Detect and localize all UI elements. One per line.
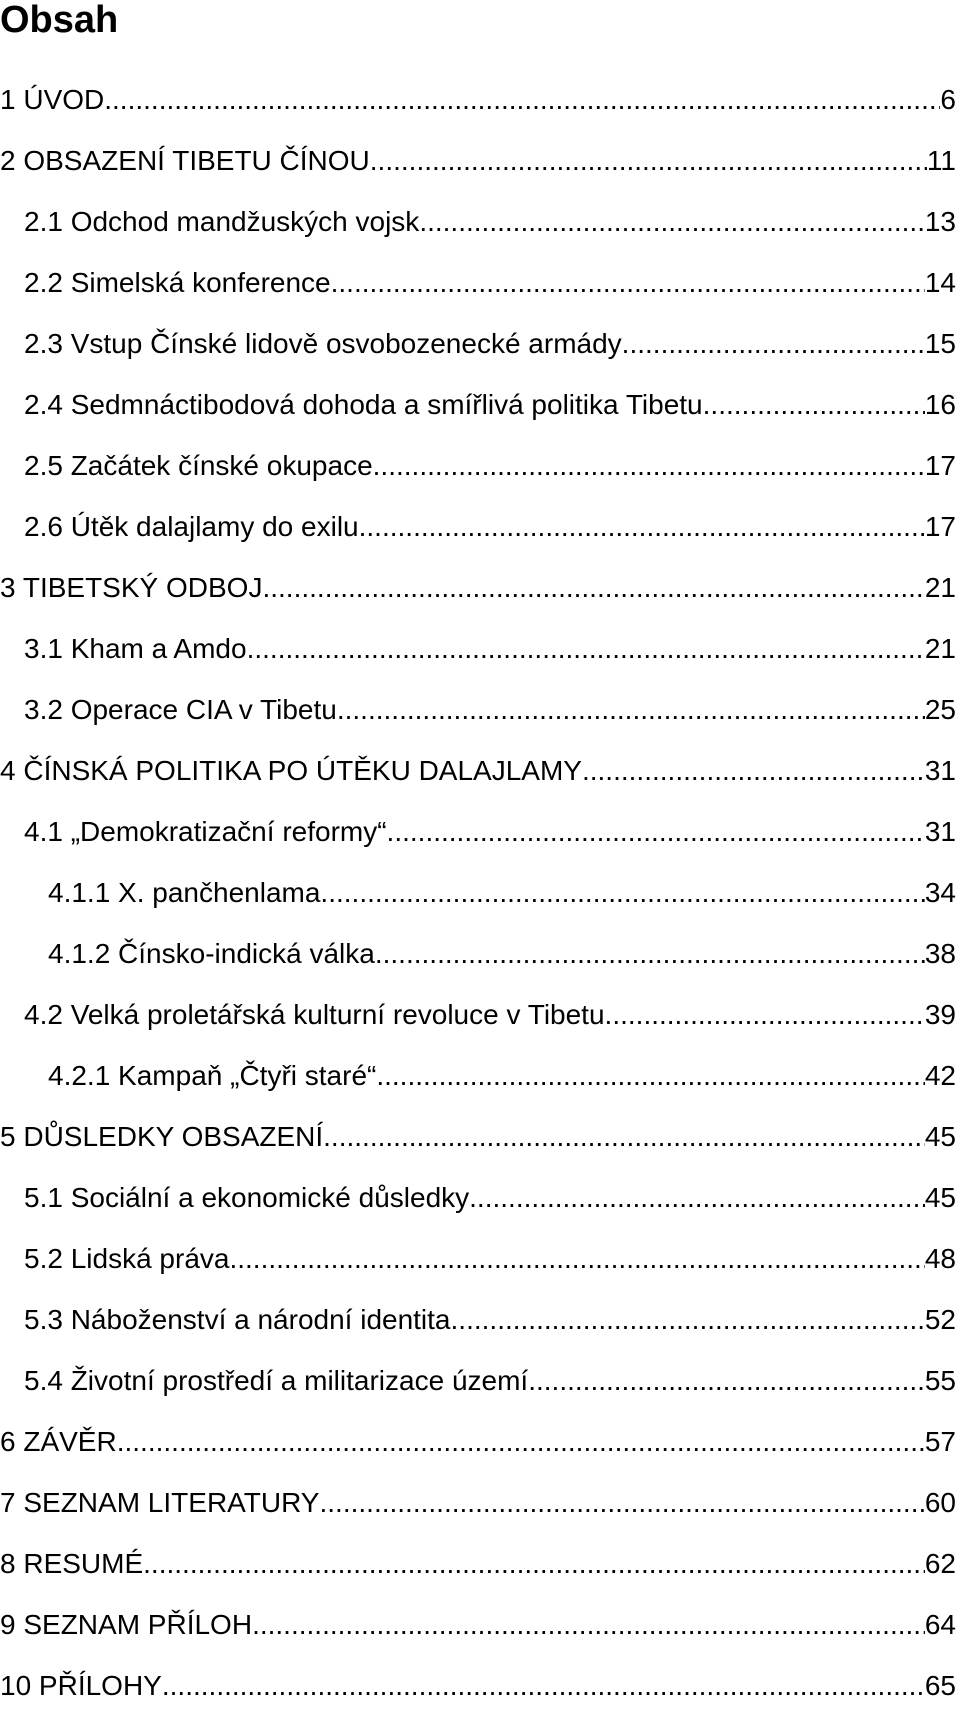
- toc-entry-title: 4.2.1 Kampaň „Čtyři staré“: [48, 1059, 377, 1091]
- toc-entry-title: 3 TIBETSKÝ ODBOJ: [0, 571, 263, 603]
- toc-entry-page-number: 38: [924, 937, 956, 969]
- dot-leader: [117, 1426, 925, 1458]
- toc-entry-title: 9 SEZNAM PŘÍLOH: [0, 1608, 253, 1640]
- toc-heading: Obsah: [0, 0, 119, 41]
- dot-leader: [605, 999, 925, 1031]
- toc-entry[interactable]: [0, 1228, 960, 1289]
- toc-entry-page-number: 25: [924, 693, 956, 725]
- toc-entry-title: 6 ZÁVĚR: [0, 1425, 117, 1457]
- toc-entry-title: 4.1 „Demokratizační reformy“: [24, 815, 387, 847]
- dot-leader: [319, 1487, 924, 1519]
- toc-entry[interactable]: [0, 1289, 960, 1350]
- toc-entry-title: 2.5 Začátek čínské okupace: [24, 449, 373, 481]
- toc-entry[interactable]: [0, 130, 960, 191]
- toc-entry[interactable]: [0, 1411, 960, 1472]
- toc-entry-title: 2.3 Vstup Čínské lidově osvobozenecké armády: [24, 327, 622, 359]
- toc-entry-title: 5.4 Životní prostředí a militarizace území: [24, 1364, 529, 1396]
- dot-leader: [622, 328, 925, 360]
- toc-entry[interactable]: [0, 435, 960, 496]
- toc-entry[interactable]: [0, 740, 960, 801]
- toc-entry-title: 5 DŮSLEDKY OBSAZENÍ: [0, 1120, 324, 1152]
- dot-leader: [247, 633, 925, 665]
- toc-entry-title: 5.2 Lidská práva: [24, 1242, 230, 1274]
- toc-entry-page-number: 13: [924, 205, 956, 237]
- toc-entry[interactable]: [0, 1655, 960, 1716]
- toc-entry-title: 4 ČÍNSKÁ POLITIKA PO ÚTĚKU DALAJLAMY: [0, 754, 582, 786]
- toc-entry-page-number: 55: [924, 1364, 956, 1396]
- toc-entry-page-number: 52: [924, 1303, 956, 1335]
- toc-entry-title: 2.1 Odchod mandžuských vojsk: [24, 205, 420, 237]
- toc-entry-page-number: 45: [924, 1181, 956, 1213]
- dot-leader: [262, 572, 924, 604]
- toc-entry-page-number: 31: [924, 754, 956, 786]
- toc-entry-page-number: 60: [924, 1486, 956, 1518]
- dot-leader: [375, 938, 925, 970]
- toc-entry-title: 2.6 Útěk dalajlamy do exilu: [24, 510, 359, 542]
- dot-leader: [376, 1060, 925, 1092]
- toc-entry[interactable]: [0, 69, 960, 130]
- toc-entry[interactable]: [0, 374, 960, 435]
- toc-entry[interactable]: [0, 801, 960, 862]
- toc-entry-page-number: 21: [924, 571, 956, 603]
- dot-leader: [104, 84, 940, 116]
- toc-entry-title: 3.1 Kham a Amdo: [24, 632, 247, 664]
- dot-leader: [387, 816, 925, 848]
- toc-entry[interactable]: [0, 1350, 960, 1411]
- toc-entry-title: 8 RESUMÉ: [0, 1547, 144, 1579]
- dot-leader: [320, 877, 924, 909]
- toc-entry-page-number: 64: [924, 1608, 956, 1640]
- dot-leader: [469, 1182, 925, 1214]
- toc-entry[interactable]: [0, 1167, 960, 1228]
- toc-entry-title: 4.1.2 Čínsko-indická válka: [48, 937, 375, 969]
- toc-entry-page-number: 34: [924, 876, 956, 908]
- dot-leader: [337, 694, 925, 726]
- toc-entry-page-number: 65: [924, 1669, 956, 1701]
- toc-entry-title: 1 ÚVOD: [0, 83, 105, 115]
- toc-entry-title: 5.3 Náboženství a národní identita: [24, 1303, 451, 1335]
- toc-entry[interactable]: [0, 984, 960, 1045]
- toc-entry[interactable]: [0, 1045, 960, 1106]
- toc-entry[interactable]: [0, 923, 960, 984]
- toc-entry-page-number: 48: [924, 1242, 956, 1274]
- toc-entry[interactable]: [0, 1472, 960, 1533]
- toc-entry[interactable]: [0, 496, 960, 557]
- toc-entry[interactable]: [0, 679, 960, 740]
- toc-entry-title: 7 SEZNAM LITERATURY: [0, 1486, 320, 1518]
- toc-entry-page-number: 17: [924, 510, 956, 542]
- dot-leader: [359, 511, 925, 543]
- toc-entry[interactable]: [0, 557, 960, 618]
- toc-list: [0, 69, 960, 1716]
- toc-entry-page-number: 42: [924, 1059, 956, 1091]
- dot-leader: [703, 389, 925, 421]
- toc-entry-page-number: 31: [924, 815, 956, 847]
- toc-entry-page-number: 21: [924, 632, 956, 664]
- toc-entry-title: 2.4 Sedmnáctibodová dohoda a smířlivá politika Tibetu: [24, 388, 703, 420]
- toc-entry-title: 2 OBSAZENÍ TIBETU ČÍNOU: [0, 144, 370, 176]
- dot-leader: [582, 755, 925, 787]
- toc-entry-page-number: 15: [924, 327, 956, 359]
- toc-entry-title: 3.2 Operace CIA v Tibetu: [24, 693, 337, 725]
- toc-entry[interactable]: [0, 618, 960, 679]
- dot-leader: [162, 1670, 925, 1702]
- toc-entry-title: 2.2 Simelská konference: [24, 266, 331, 298]
- toc-entry-page-number: 17: [924, 449, 956, 481]
- toc-entry-page-number: 57: [924, 1425, 956, 1457]
- toc-entry[interactable]: [0, 313, 960, 374]
- toc-entry-page-number: 45: [924, 1120, 956, 1152]
- toc-entry[interactable]: [0, 1106, 960, 1167]
- dot-leader: [252, 1609, 925, 1641]
- dot-leader: [419, 206, 925, 238]
- dot-leader: [143, 1548, 925, 1580]
- toc-entry-page-number: 11: [926, 144, 956, 176]
- dot-leader: [323, 1121, 925, 1153]
- toc-entry[interactable]: [0, 1533, 960, 1594]
- dot-leader: [528, 1365, 925, 1397]
- dot-leader: [331, 267, 925, 299]
- toc-entry[interactable]: [0, 252, 960, 313]
- toc-entry-page-number: 62: [924, 1547, 956, 1579]
- toc-entry-title: 4.2 Velká proletářská kulturní revoluce v Tibetu: [24, 998, 605, 1030]
- dot-leader: [370, 145, 927, 177]
- toc-entry-title: 4.1.1 X. pančhenlama: [48, 876, 321, 908]
- toc-entry-page-number: 16: [924, 388, 956, 420]
- toc-entry-page-number: 39: [924, 998, 956, 1030]
- toc-entry[interactable]: [0, 191, 960, 252]
- toc-entry-page-number: 14: [924, 266, 956, 298]
- dot-leader: [451, 1304, 925, 1336]
- toc-entry-title: 10 PŘÍLOHY: [0, 1669, 162, 1701]
- toc-entry[interactable]: [0, 862, 960, 923]
- toc-entry[interactable]: [0, 1594, 960, 1655]
- dot-leader: [373, 450, 925, 482]
- toc-entry-title: 5.1 Sociální a ekonomické důsledky: [24, 1181, 470, 1213]
- dot-leader: [229, 1243, 924, 1275]
- toc-entry-page-number: 6: [940, 83, 956, 115]
